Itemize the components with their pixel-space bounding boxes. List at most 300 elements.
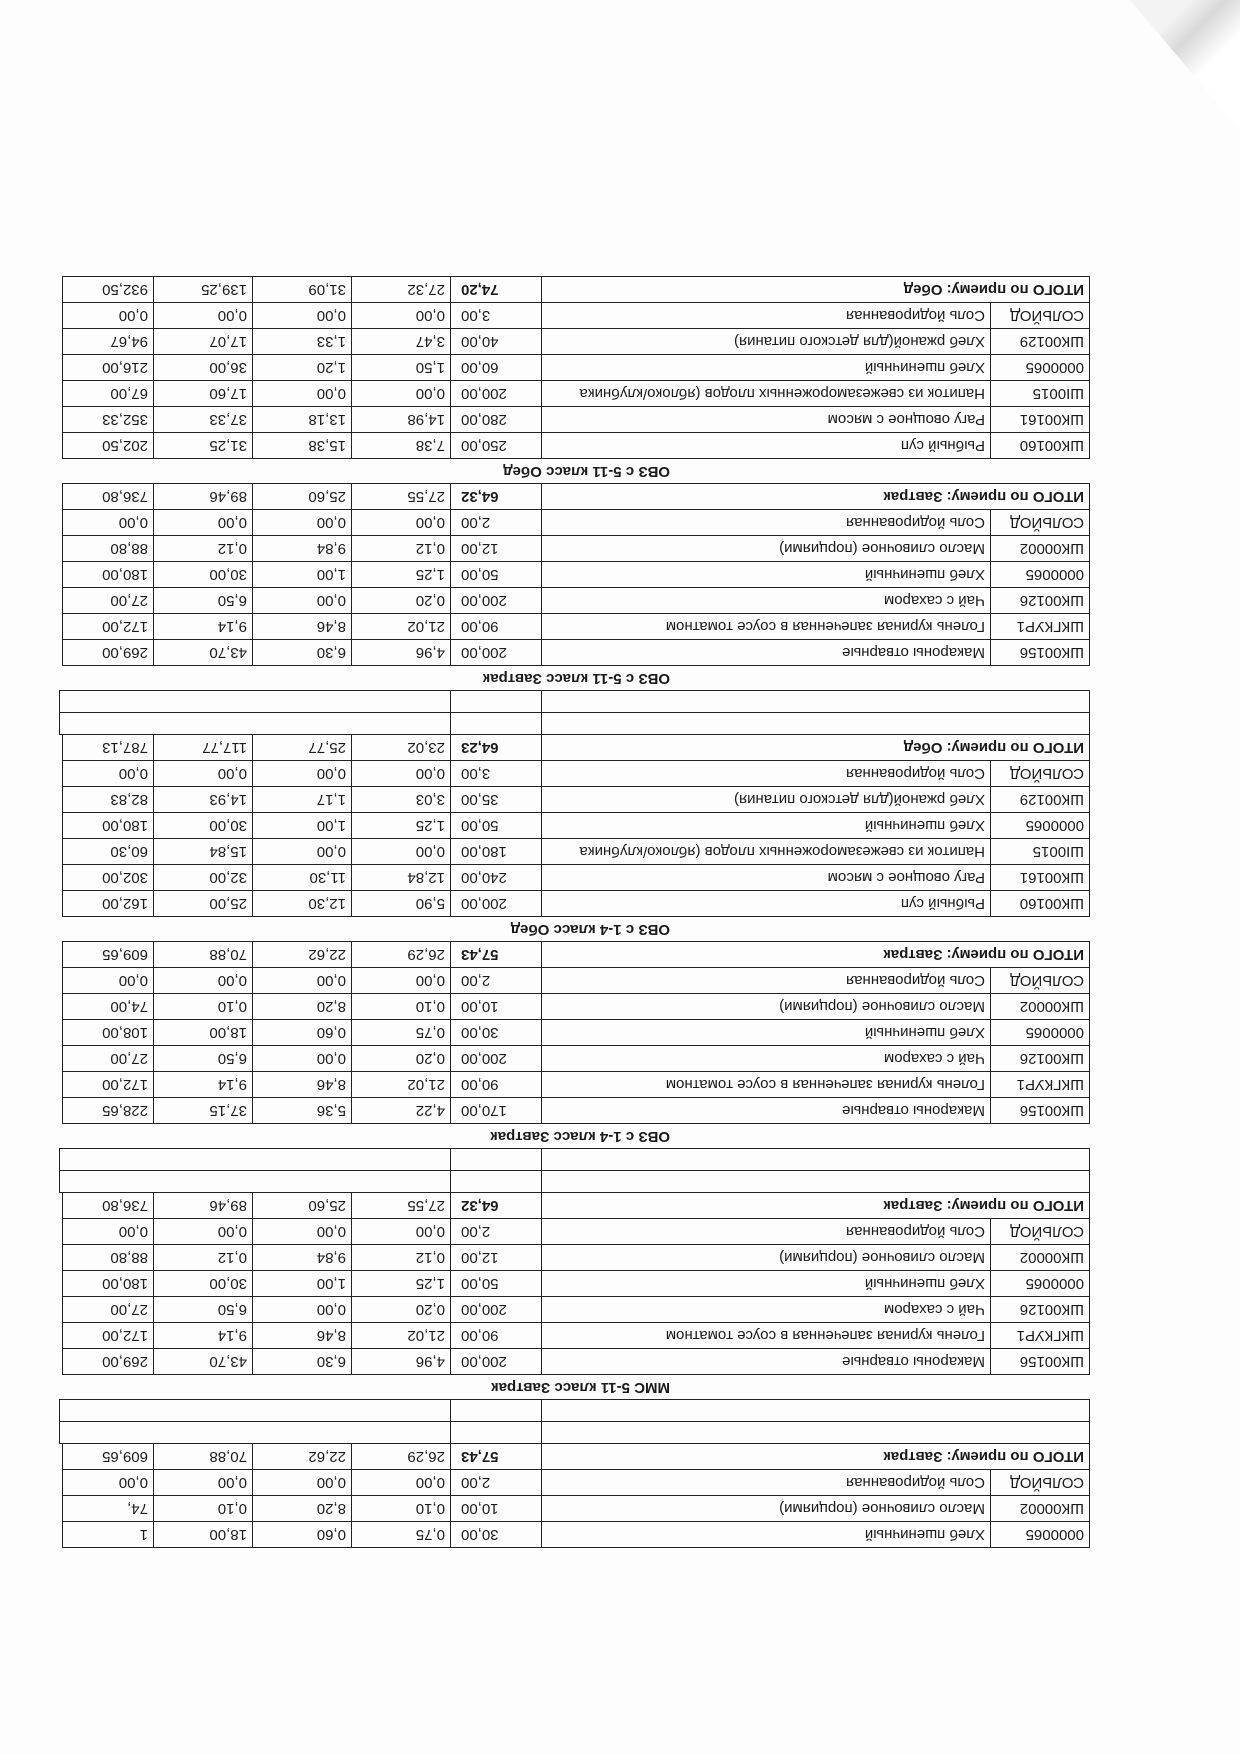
carbs: 9,14 [153,613,253,640]
total-protein: 27,55 [351,483,451,510]
dish-name: Напиток из свежезамороженных плодов (яблоко/клубника [541,838,991,865]
dish-name: Соль йодированная [541,302,991,329]
blank-cell [450,1148,542,1171]
carbs: 43,70 [153,639,253,666]
protein: 0,12 [351,535,451,562]
kcal: 27,00 [62,1045,154,1072]
weight: 10,00 [450,993,542,1020]
table-row [56,1297,1090,1323]
total-carbs: 139,25 [153,276,253,303]
carbs: 17,07 [153,328,253,355]
kcal: 228,65 [62,1097,154,1124]
table-row [56,433,1090,459]
protein: 1,50 [351,354,451,381]
table-row [56,329,1090,355]
table-row [56,1020,1090,1046]
dish-code: ШК00161 [990,406,1090,433]
total-protein: 26,29 [351,941,451,968]
table-row [56,968,1090,994]
dish-code: ШК00160 [990,890,1090,917]
fat: 8,20 [252,993,352,1020]
dish-code: ШК00126 [990,1045,1090,1072]
table-row [56,407,1090,433]
weight: 200,00 [450,1296,542,1323]
dish-code: ШК00002 [990,535,1090,562]
section-title: ОВЗ с 5-11 класс Завтрак [482,670,670,687]
protein: 14,98 [351,406,451,433]
fat: 0,00 [252,587,352,614]
kcal: 0,00 [62,302,154,329]
dish-name: Напиток из свежезамороженных плодов (яблоко/клубника [541,380,991,407]
protein: 0,10 [351,993,451,1020]
carbs: 30,00 [153,1270,253,1297]
protein: 0,20 [351,587,451,614]
protein: 5,90 [351,890,451,917]
weight: 30,00 [450,1019,542,1046]
kcal: 302,00 [62,864,154,891]
kcal: 88,80 [62,1244,154,1271]
dish-code: СОЛЬЙОД [990,1218,1090,1245]
dish-name: Чай с сахаром [541,587,991,614]
blank-cell [450,690,542,713]
total-carbs: 89,46 [153,483,253,510]
weight: 12,00 [450,535,542,562]
protein: 0,75 [351,1019,451,1046]
blank-cell [541,1399,1090,1422]
protein: 0,12 [351,1244,451,1271]
dish-name: Рыбный суп [541,890,991,917]
weight: 90,00 [450,1322,542,1349]
dish-name: Макароны отварные [541,1097,991,1124]
protein: 1,25 [351,561,451,588]
dish-code: ШК00002 [990,993,1090,1020]
kcal: 180,00 [62,812,154,839]
fat: 12,30 [252,890,352,917]
blank-cell [541,690,1090,713]
dish-code: СОЛЬЙОД [990,967,1090,994]
weight: 50,00 [450,1270,542,1297]
weight: 240,00 [450,864,542,891]
fat: 1,33 [252,328,352,355]
protein: 0,20 [351,1045,451,1072]
dish-name: Хлеб ржаной(для детского питания) [541,786,991,813]
total-label: ИТОГО по приему: Завтрак [541,1443,1090,1470]
dish-code: ШК00129 [990,328,1090,355]
fat: 1,17 [252,786,352,813]
carbs: 0,00 [153,302,253,329]
kcal: 172,00 [62,613,154,640]
total-kcal: 609,65 [62,941,154,968]
carbs: 6,50 [153,587,253,614]
weight: 35,00 [450,786,542,813]
carbs: 18,00 [153,1521,253,1548]
fat: 0,00 [252,380,352,407]
fat: 8,20 [252,1495,352,1522]
weight: 200,00 [450,890,542,917]
total-carbs: 70,88 [153,941,253,968]
table-row [56,303,1090,329]
fat: 0,00 [252,1218,352,1245]
dish-code: ШК00002 [990,1495,1090,1522]
dish-code: 0000065 [990,354,1090,381]
table-row [56,787,1090,813]
carbs: 0,10 [153,993,253,1020]
dish-code: СОЛЬЙОД [990,509,1090,536]
blank-row [56,1171,1090,1193]
kcal: 202,50 [62,432,154,459]
protein: 0,00 [351,380,451,407]
dish-code: 0000065 [990,812,1090,839]
protein: 0,00 [351,1469,451,1496]
weight: 3,00 [450,302,542,329]
blank-cell [450,1170,542,1193]
total-carbs: 117,77 [153,734,253,761]
dish-name: Хлеб пшеничный [541,354,991,381]
total-protein: 27,32 [351,276,451,303]
table-row [56,1271,1090,1297]
dish-code: ШКГКУР1 [990,613,1090,640]
blank-cell [59,1148,451,1171]
blank-cell [541,712,1090,735]
total-kcal: 787,13 [62,734,154,761]
table-row [56,891,1090,917]
weight: 180,00 [450,838,542,865]
total-weight: 57,43 [450,1443,542,1470]
kcal: 0,00 [62,1469,154,1496]
dish-code: ШКГКУР1 [990,1322,1090,1349]
carbs: 6,50 [153,1045,253,1072]
protein: 7,38 [351,432,451,459]
dish-name: Макароны отварные [541,1348,991,1375]
blank-cell [59,1399,451,1422]
blank-cell [59,712,451,735]
total-protein: 27,55 [351,1192,451,1219]
dish-name: Хлеб ржаной(для детского питания) [541,328,991,355]
dish-code: ШI0015 [990,380,1090,407]
total-weight: 64,23 [450,734,542,761]
weight: 30,00 [450,1521,542,1548]
dish-code: ШК00002 [990,1244,1090,1271]
total-weight: 64,32 [450,1192,542,1219]
section-title: ОВЗ с 5-11 класс Обед [503,463,670,480]
fat: 0,00 [252,1469,352,1496]
fat: 0,60 [252,1019,352,1046]
fat: 0,00 [252,302,352,329]
carbs: 43,70 [153,1348,253,1375]
kcal: 60,30 [62,838,154,865]
total-fat: 31,09 [252,276,352,303]
table-row [56,588,1090,614]
dish-name: Соль йодированная [541,1218,991,1245]
carbs: 37,15 [153,1097,253,1124]
dish-name: Хлеб пшеничный [541,561,991,588]
carbs: 25,00 [153,890,253,917]
protein: 0,00 [351,302,451,329]
total-row [56,1193,1090,1219]
table-row [56,1072,1090,1098]
table-row [56,1046,1090,1072]
table-row [56,510,1090,536]
kcal: 74, [62,1495,154,1522]
dish-name: Хлеб пшеничный [541,812,991,839]
blank-row [56,1422,1090,1444]
page-corner-curl [1130,0,1240,130]
menu-table [56,277,1090,1548]
protein: 0,10 [351,1495,451,1522]
kcal: 94,67 [62,328,154,355]
dish-name: Масло сливочное (порциями) [541,1495,991,1522]
carbs: 30,00 [153,812,253,839]
kcal: 352,33 [62,406,154,433]
table-row [56,1245,1090,1271]
carbs: 0,12 [153,1244,253,1271]
protein: 21,02 [351,613,451,640]
kcal: 82,83 [62,786,154,813]
dish-code: 0000065 [990,1270,1090,1297]
fat: 11,30 [252,864,352,891]
carbs: 15,84 [153,838,253,865]
kcal: 172,00 [62,1071,154,1098]
blank-row [56,1149,1090,1171]
protein: 0,75 [351,1521,451,1548]
weight: 50,00 [450,561,542,588]
protein: 12,84 [351,864,451,891]
dish-name: Голень куриная запеченная в соусе томатном [541,613,991,640]
blank-row [56,713,1090,735]
protein: 0,00 [351,509,451,536]
table-row [56,1349,1090,1375]
total-carbs: 70,88 [153,1443,253,1470]
dish-code: ШК00156 [990,1097,1090,1124]
total-row [56,1444,1090,1470]
dish-name: Хлеб пшеничный [541,1019,991,1046]
blank-cell [450,712,542,735]
carbs: 0,00 [153,1218,253,1245]
dish-name: Соль йодированная [541,760,991,787]
kcal: 180,00 [62,561,154,588]
carbs: 37,33 [153,406,253,433]
carbs: 31,25 [153,432,253,459]
protein: 0,00 [351,760,451,787]
dish-code: ШI0015 [990,838,1090,865]
blank-cell [59,1170,451,1193]
section-title: ОВЗ с 1-4 класс Завтрак [490,1128,670,1145]
dish-code: ШК00156 [990,1348,1090,1375]
total-fat: 22,62 [252,1443,352,1470]
weight: 10,00 [450,1495,542,1522]
fat: 0,00 [252,838,352,865]
dish-name: Рагу овощное с мясом [541,864,991,891]
total-fat: 25,60 [252,1192,352,1219]
section-title: ММС 5-11 класс Завтрак [491,1379,670,1396]
dish-name: Хлеб пшеничный [541,1521,991,1548]
fat: 1,20 [252,354,352,381]
fat: 6,30 [252,639,352,666]
kcal: 269,00 [62,639,154,666]
total-fat: 25,60 [252,483,352,510]
dish-code: СОЛЬЙОД [990,760,1090,787]
carbs: 14,93 [153,786,253,813]
weight: 200,00 [450,587,542,614]
carbs: 6,50 [153,1296,253,1323]
table-row [56,839,1090,865]
kcal: 180,00 [62,1270,154,1297]
fat: 5,36 [252,1097,352,1124]
total-kcal: 932,50 [62,276,154,303]
total-label: ИТОГО по приему: Завтрак [541,1192,1090,1219]
kcal: 0,00 [62,967,154,994]
fat: 15,38 [252,432,352,459]
dish-code: ШК00160 [990,432,1090,459]
weight: 200,00 [450,1045,542,1072]
dish-code: 0000065 [990,561,1090,588]
blank-cell [541,1421,1090,1444]
kcal: 108,00 [62,1019,154,1046]
total-row [56,735,1090,761]
fat: 0,00 [252,1045,352,1072]
dish-code: ШК00161 [990,864,1090,891]
dish-name: Голень куриная запеченная в соусе томатном [541,1071,991,1098]
protein: 0,00 [351,838,451,865]
dish-code: ШКГКУР1 [990,1071,1090,1098]
protein: 4,96 [351,1348,451,1375]
weight: 2,00 [450,1469,542,1496]
protein: 21,02 [351,1071,451,1098]
weight: 90,00 [450,1071,542,1098]
table-row [56,1522,1090,1548]
table-row [56,355,1090,381]
weight: 3,00 [450,760,542,787]
dish-code: ШК00126 [990,1296,1090,1323]
dish-code: ШК00126 [990,587,1090,614]
dish-name: Масло сливочное (порциями) [541,1244,991,1271]
table-row [56,640,1090,666]
blank-cell [541,1170,1090,1193]
blank-cell [541,1148,1090,1171]
carbs: 0,00 [153,1469,253,1496]
weight: 50,00 [450,812,542,839]
carbs: 18,00 [153,1019,253,1046]
total-row [56,484,1090,510]
fat: 8,46 [252,613,352,640]
protein: 1,25 [351,812,451,839]
fat: 6,30 [252,1348,352,1375]
fat: 9,84 [252,535,352,562]
total-row [56,277,1090,303]
table-row [56,536,1090,562]
fat: 0,00 [252,760,352,787]
fat: 8,46 [252,1322,352,1349]
dish-name: Соль йодированная [541,967,991,994]
fat: 13,18 [252,406,352,433]
total-carbs: 89,46 [153,1192,253,1219]
total-fat: 22,62 [252,941,352,968]
dish-name: Хлеб пшеничный [541,1270,991,1297]
protein: 4,22 [351,1097,451,1124]
section-title: ОВЗ с 1-4 класс Обед [510,921,670,938]
kcal: 27,00 [62,1296,154,1323]
total-weight: 64,32 [450,483,542,510]
dish-code: ШК00156 [990,639,1090,666]
dish-name: Масло сливочное (порциями) [541,535,991,562]
total-protein: 23,02 [351,734,451,761]
fat: 1,00 [252,812,352,839]
protein: 21,02 [351,1322,451,1349]
table-row [56,761,1090,787]
protein: 1,25 [351,1270,451,1297]
kcal: 0,00 [62,509,154,536]
table-row [56,1496,1090,1522]
weight: 12,00 [450,1244,542,1271]
total-row [56,942,1090,968]
total-label: ИТОГО по приему: Обед [541,276,1090,303]
blank-cell [59,690,451,713]
total-weight: 74,20 [450,276,542,303]
weight: 40,00 [450,328,542,355]
kcal: 216,00 [62,354,154,381]
kcal: 88,80 [62,535,154,562]
weight: 2,00 [450,1218,542,1245]
fat: 0,00 [252,967,352,994]
kcal: 0,00 [62,1218,154,1245]
total-fat: 25,77 [252,734,352,761]
carbs: 36,00 [153,354,253,381]
fat: 1,00 [252,1270,352,1297]
dish-name: Голень куриная запеченная в соусе томатном [541,1322,991,1349]
table-row [56,994,1090,1020]
carbs: 0,12 [153,535,253,562]
total-weight: 57,43 [450,941,542,968]
protein: 0,20 [351,1296,451,1323]
dish-name: Масло сливочное (порциями) [541,993,991,1020]
table-row [56,1323,1090,1349]
weight: 280,00 [450,406,542,433]
carbs: 9,14 [153,1322,253,1349]
total-kcal: 736,80 [62,1192,154,1219]
dish-name: Соль йодированная [541,1469,991,1496]
kcal: 0,00 [62,760,154,787]
blank-cell [59,1421,451,1444]
weight: 170,00 [450,1097,542,1124]
dish-name: Чай с сахаром [541,1045,991,1072]
weight: 2,00 [450,509,542,536]
protein: 0,00 [351,1218,451,1245]
dish-name: Рагу овощное с мясом [541,406,991,433]
carbs: 32,00 [153,864,253,891]
dish-name: Соль йодированная [541,509,991,536]
weight: 2,00 [450,967,542,994]
table-row [56,1470,1090,1496]
total-label: ИТОГО по приему: Завтрак [541,941,1090,968]
table-row [56,865,1090,891]
blank-row [56,691,1090,713]
weight: 200,00 [450,639,542,666]
fat: 0,60 [252,1521,352,1548]
kcal: 1 [62,1521,154,1548]
total-kcal: 609,65 [62,1443,154,1470]
fat: 8,46 [252,1071,352,1098]
dish-name: Рыбный суп [541,432,991,459]
carbs: 9,14 [153,1071,253,1098]
fat: 0,00 [252,509,352,536]
table-row [56,813,1090,839]
dish-code: СОЛЬЙОД [990,302,1090,329]
kcal: 162,00 [62,890,154,917]
kcal: 74,00 [62,993,154,1020]
kcal: 172,00 [62,1322,154,1349]
dish-code: 0000065 [990,1019,1090,1046]
dish-name: Чай с сахаром [541,1296,991,1323]
